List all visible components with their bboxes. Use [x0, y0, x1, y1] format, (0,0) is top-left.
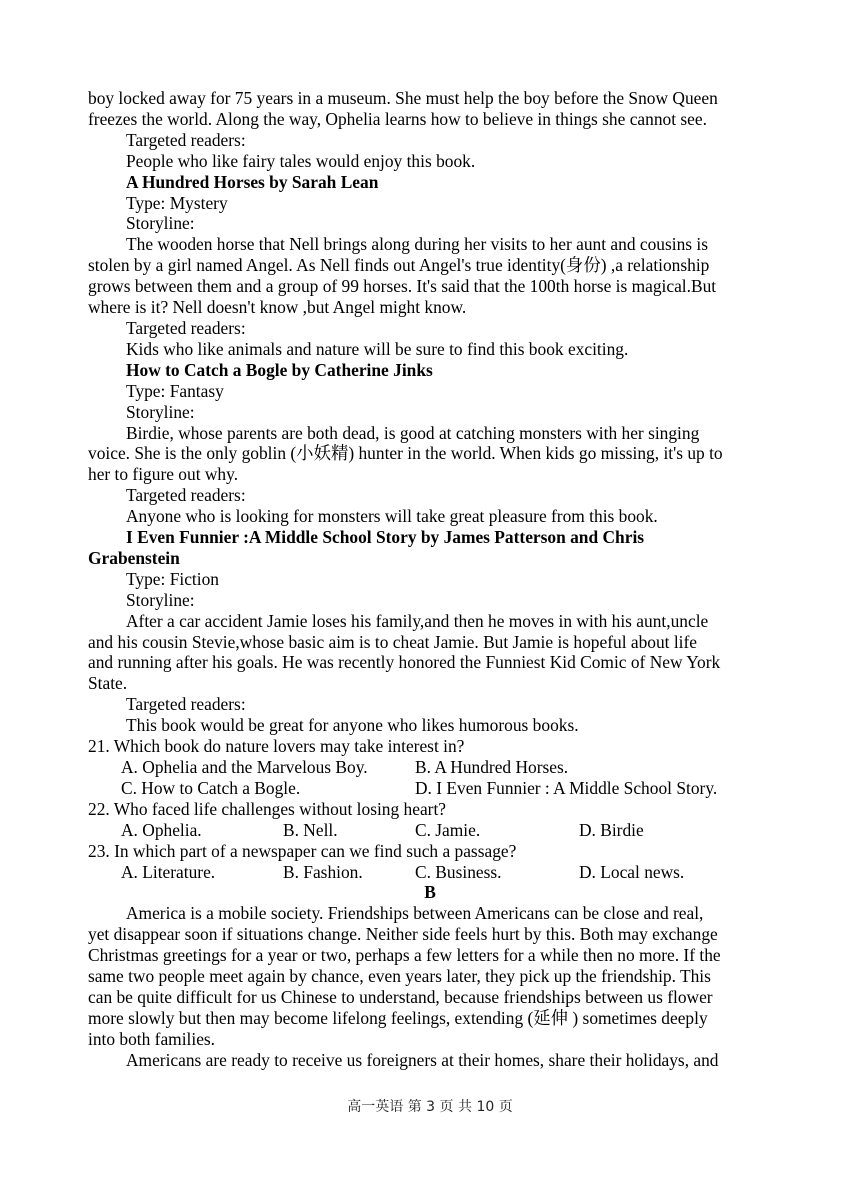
text-line: and running after his goals. He was recently honored the Funniest Kid Comic of New York [88, 652, 721, 673]
text-line: freezes the world. Along the way, Ophelia learns how to believe in things she cannot see. [88, 108, 707, 129]
text-line: where is it? Nell doesn't know ,but Angel might know. [88, 297, 467, 318]
passage-b [88, 903, 772, 1070]
text-line: can be quite difficult for us Chinese to understand, because friendships between us flower [88, 986, 713, 1007]
text-line: Christmas greetings for a year or two, perhaps a few letters for a while then no more. If the [88, 945, 721, 966]
text-line: Targeted readers: [126, 485, 246, 506]
answer-option[interactable]: B. A Hundred Horses. [415, 757, 569, 777]
text-line: Americans are ready to receive us foreigners at their homes, share their holidays, and [126, 1049, 719, 1070]
book-title-line: I Even Funnier :A Middle School Story by James Patterson and Chris [126, 527, 645, 548]
question-stem: 21. Which book do nature lovers may take interest in? [88, 736, 465, 757]
text-line: Type: Fiction [126, 568, 219, 589]
answer-option[interactable]: D. Local news. [579, 861, 685, 882]
text-line: boy locked away for 75 years in a museum. She must help the boy before the Snow Queen [88, 88, 718, 108]
answer-option[interactable]: C. Business. [415, 861, 502, 882]
text-line: Targeted readers: [126, 694, 246, 715]
text-line: yet disappear soon if situations change. Neither side feels hurt by this. Both may exchange [88, 924, 718, 945]
question-stem: 22. Who faced life challenges without losing heart? [88, 798, 447, 819]
text-line: Storyline: [126, 401, 195, 422]
text-line: After a car accident Jamie loses his family,and then he moves in with his aunt,uncle [126, 610, 709, 631]
options-row [88, 820, 772, 841]
text-line: voice. She is the only goblin (小妖精) hunter in the world. When kids go missing, it's up to [88, 443, 723, 464]
answer-option[interactable]: A. Ophelia. [121, 819, 202, 840]
text-line: and his cousin Stevie,whose basic aim is to cheat Jamie. But Jamie is hopeful about life [88, 631, 698, 652]
text-line: Targeted readers: [126, 317, 246, 338]
book-title-line: How to Catch a Bogle by Catherine Jinks [126, 359, 433, 380]
text-line: Targeted readers: [126, 129, 246, 150]
text-line: Storyline: [126, 213, 195, 234]
document-page [88, 88, 772, 1071]
question-stem: 23. In which part of a newspaper can we find such a passage? [88, 840, 517, 861]
answer-option[interactable]: D. I Even Funnier : A Middle School Story. [415, 777, 718, 798]
passage-a [88, 88, 772, 736]
text-line: same two people meet again by chance, even years later, they pick up the friendship. This [88, 966, 711, 987]
page-footer: 高一英语 第 3 页 共 10 页 [347, 1099, 513, 1115]
text-line: State. [88, 673, 128, 694]
answer-option[interactable]: B. Nell. [283, 819, 338, 840]
text-line: Anyone who is looking for monsters will take great pleasure from this book. [126, 506, 658, 527]
section-heading-b: B [424, 882, 436, 903]
options-row [88, 778, 772, 799]
text-line: Kids who like animals and nature will be sure to find this book exciting. [126, 338, 629, 359]
text-line: America is a mobile society. Friendships between Americans can be close and real, [126, 903, 704, 924]
text-line: Type: Mystery [126, 192, 228, 213]
book-title-line: Grabenstein [88, 547, 180, 568]
options-row [88, 757, 772, 778]
text-line: into both families. [88, 1028, 216, 1049]
text-line: The wooden horse that Nell brings along during her visits to her aunt and cousins is [126, 234, 709, 255]
text-line: This book would be great for anyone who likes humorous books. [126, 715, 579, 736]
answer-option[interactable]: D. Birdie [579, 819, 644, 840]
text-line: stolen by a girl named Angel. As Nell finds out Angel's true identity(身份) ,a relationship [88, 255, 710, 276]
text-line: Storyline: [126, 589, 195, 610]
text-line: People who like fairy tales would enjoy this book. [126, 150, 476, 171]
answer-option[interactable]: C. How to Catch a Bogle. [121, 777, 301, 798]
text-line: grows between them and a group of 99 horses. It's said that the 100th horse is magical.But [88, 276, 717, 297]
answer-option[interactable]: B. Fashion. [283, 861, 363, 882]
text-line: Birdie, whose parents are both dead, is good at catching monsters with her singing [126, 422, 700, 443]
text-line: her to figure out why. [88, 464, 239, 485]
options-row [88, 862, 772, 883]
answer-option[interactable]: A. Ophelia and the Marvelous Boy. [121, 757, 368, 777]
answer-option[interactable]: C. Jamie. [415, 819, 481, 840]
text-line: Type: Fantasy [126, 380, 224, 401]
answer-option[interactable]: A. Literature. [121, 861, 216, 882]
book-title-line: A Hundred Horses by Sarah Lean [126, 171, 379, 192]
questions-block [88, 736, 772, 882]
text-line: more slowly but then may become lifelong feelings, extending (延伸 ) sometimes deeply [88, 1007, 708, 1028]
